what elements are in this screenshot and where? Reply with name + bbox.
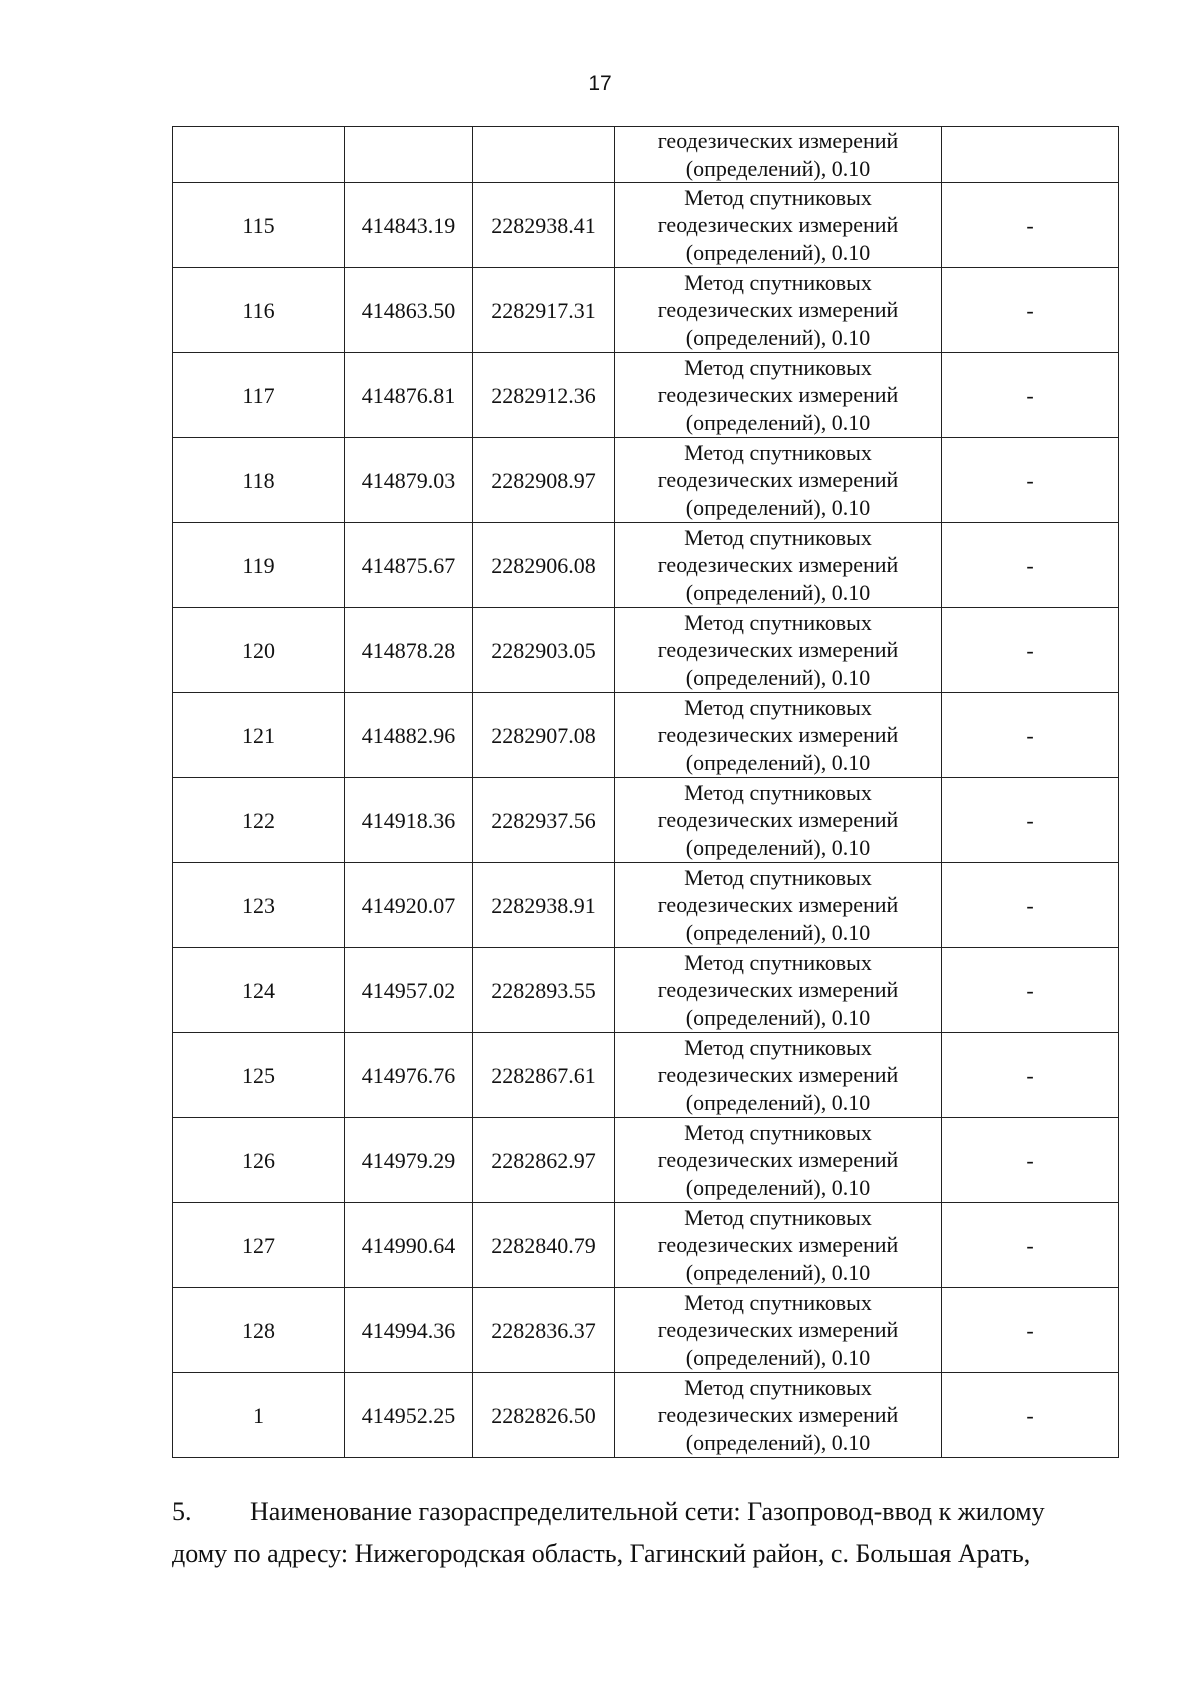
cell-x: 414876.81 [345, 353, 473, 438]
cell-x: 414994.36 [345, 1288, 473, 1373]
method-line: (определений), 0.10 [685, 579, 871, 605]
table-row [173, 863, 1119, 948]
cell-method [615, 1118, 942, 1203]
cell-point: 117 [173, 353, 345, 438]
cell-method [615, 693, 942, 778]
cell-method [615, 778, 942, 863]
cell-y: 2282912.36 [473, 353, 615, 438]
method-line: (определений), 0.10 [685, 1174, 871, 1200]
method-line: (определений), 0.10 [685, 1344, 871, 1370]
method-line: (определений), 0.10 [685, 919, 871, 945]
cell-x: 414976.76 [345, 1033, 473, 1118]
method-line: геодезических измерений [657, 892, 899, 918]
cell-y: 2282836.37 [473, 1288, 615, 1373]
cell-y: 2282840.79 [473, 1203, 615, 1288]
cell-method [615, 1288, 942, 1373]
method-line: геодезических измерений [657, 977, 899, 1003]
cell-method [615, 1033, 942, 1118]
method-line: (определений), 0.10 [685, 409, 871, 435]
table-row [173, 523, 1119, 608]
cell-point: 125 [173, 1033, 345, 1118]
method-line: Метод спутниковых [684, 1374, 872, 1400]
cell-point: 121 [173, 693, 345, 778]
method-line: Метод спутниковых [684, 354, 872, 380]
method-line: Метод спутниковых [684, 1204, 872, 1230]
cell-method [615, 1373, 942, 1458]
table-row [173, 1033, 1119, 1118]
table-row [173, 608, 1119, 693]
cell-note: - [942, 1118, 1119, 1203]
method-line: (определений), 0.10 [685, 1429, 871, 1455]
cell-method [615, 1203, 942, 1288]
method-line: Метод спутниковых [684, 269, 872, 295]
method-line: Метод спутниковых [684, 1034, 872, 1060]
method-line: (определений), 0.10 [685, 1004, 871, 1030]
cell-x: 414863.50 [345, 268, 473, 353]
cell-y: 2282893.55 [473, 948, 615, 1033]
cell-point: 127 [173, 1203, 345, 1288]
method-line: геодезических измерений [657, 1317, 899, 1343]
cell-note: - [942, 353, 1119, 438]
cell-y: 2282937.56 [473, 778, 615, 863]
cell-y: 2282907.08 [473, 693, 615, 778]
cell-note: - [942, 778, 1119, 863]
cell-x: 414979.29 [345, 1118, 473, 1203]
cell-y: 2282938.91 [473, 863, 615, 948]
cell-note: - [942, 183, 1119, 268]
method-line: (определений), 0.10 [685, 239, 871, 265]
table-row [173, 948, 1119, 1033]
cell-note: - [942, 608, 1119, 693]
method-line: Метод спутниковых [684, 439, 872, 465]
method-line: геодезических измерений [657, 1402, 899, 1428]
cell-note: - [942, 1203, 1119, 1288]
method-line: (определений), 0.10 [685, 494, 871, 520]
method-line: Метод спутниковых [684, 1119, 872, 1145]
cell-note: - [942, 863, 1119, 948]
cell-note: - [942, 268, 1119, 353]
method-line: геодезических измерений [657, 637, 899, 663]
page-number: 17 [588, 72, 612, 95]
cell-note: - [942, 1373, 1119, 1458]
method-line: геодезических измерений [657, 552, 899, 578]
cell-point: 123 [173, 863, 345, 948]
cell-note: - [942, 948, 1119, 1033]
cell-point: 122 [173, 778, 345, 863]
table-row-continued [173, 127, 1119, 183]
cell-y: 2282917.31 [473, 268, 615, 353]
cell-point: 118 [173, 438, 345, 523]
method-line: Метод спутниковых [684, 779, 872, 805]
method-line: Метод спутниковых [684, 949, 872, 975]
table-row [173, 1118, 1119, 1203]
cell-method [615, 438, 942, 523]
cell-point: 128 [173, 1288, 345, 1373]
cell-x: 414920.07 [345, 863, 473, 948]
cell-y: 2282938.41 [473, 183, 615, 268]
method-line: геодезических измерений [657, 128, 899, 153]
cell-note: - [942, 1033, 1119, 1118]
cell-x: 414957.02 [345, 948, 473, 1033]
method-line: Метод спутниковых [684, 864, 872, 890]
method-line: Метод спутниковых [684, 694, 872, 720]
cell-method [615, 948, 942, 1033]
cell-x: 414875.67 [345, 523, 473, 608]
method-line: Метод спутниковых [684, 1289, 872, 1315]
method-line: (определений), 0.10 [685, 1089, 871, 1115]
method-line: геодезических измерений [657, 297, 899, 323]
table-row [173, 1203, 1119, 1288]
table-row [173, 268, 1119, 353]
cell-point: 115 [173, 183, 345, 268]
cell-point: 1 [173, 1373, 345, 1458]
method-line: (определений), 0.10 [685, 324, 871, 350]
cell-method [615, 127, 942, 183]
table-row [173, 778, 1119, 863]
cell-point: 120 [173, 608, 345, 693]
table-row [173, 183, 1119, 268]
cell-y: 2282906.08 [473, 523, 615, 608]
cell-note [942, 127, 1119, 183]
cell-y: 2282862.97 [473, 1118, 615, 1203]
coordinates-table [172, 126, 1119, 1458]
cell-note: - [942, 693, 1119, 778]
cell-method [615, 863, 942, 948]
method-line: (определений), 0.10 [685, 155, 871, 181]
table-row [173, 353, 1119, 438]
cell-y: 2282867.61 [473, 1033, 615, 1118]
method-line: геодезических измерений [657, 467, 899, 493]
cell-y: 2282826.50 [473, 1373, 615, 1458]
method-line: (определений), 0.10 [685, 749, 871, 775]
cell-method [615, 353, 942, 438]
method-line: геодезических измерений [657, 1062, 899, 1088]
cell-y [473, 127, 615, 183]
table-row [173, 1373, 1119, 1458]
method-line: (определений), 0.10 [685, 1259, 871, 1285]
cell-method [615, 608, 942, 693]
cell-method [615, 268, 942, 353]
method-line: (определений), 0.10 [685, 834, 871, 860]
method-line: геодезических измерений [657, 807, 899, 833]
cell-x: 414879.03 [345, 438, 473, 523]
cell-y: 2282908.97 [473, 438, 615, 523]
table-row [173, 438, 1119, 523]
cell-point: 116 [173, 268, 345, 353]
section-text-line-1: Наименование газораспределительной сети: Газопровод-ввод к жилому [250, 1497, 1045, 1526]
cell-x: 414918.36 [345, 778, 473, 863]
section-paragraph-line-2: дому по адресу: Нижегородская область, Гагинский район, с. Большая Арать, [172, 1539, 1031, 1568]
method-line: (определений), 0.10 [685, 664, 871, 690]
cell-x: 414878.28 [345, 608, 473, 693]
section-number: 5. [172, 1497, 192, 1526]
cell-method [615, 523, 942, 608]
method-line: геодезических измерений [657, 1147, 899, 1173]
cell-x: 414843.19 [345, 183, 473, 268]
cell-note: - [942, 438, 1119, 523]
cell-x [345, 127, 473, 183]
cell-method [615, 183, 942, 268]
section-paragraph-line-1 [172, 1491, 1118, 1533]
method-line: Метод спутниковых [684, 524, 872, 550]
table-row [173, 693, 1119, 778]
cell-x: 414952.25 [345, 1373, 473, 1458]
table-row [173, 1288, 1119, 1373]
method-line: Метод спутниковых [684, 609, 872, 635]
cell-note: - [942, 1288, 1119, 1373]
method-line: геодезических измерений [657, 382, 899, 408]
cell-x: 414882.96 [345, 693, 473, 778]
method-line: геодезических измерений [657, 212, 899, 238]
cell-point: 119 [173, 523, 345, 608]
method-line: геодезических измерений [657, 1232, 899, 1258]
method-line: геодезических измерений [657, 722, 899, 748]
cell-point [173, 127, 345, 183]
cell-note: - [942, 523, 1119, 608]
cell-y: 2282903.05 [473, 608, 615, 693]
cell-point: 124 [173, 948, 345, 1033]
method-line: Метод спутниковых [684, 184, 872, 210]
cell-x: 414990.64 [345, 1203, 473, 1288]
cell-point: 126 [173, 1118, 345, 1203]
